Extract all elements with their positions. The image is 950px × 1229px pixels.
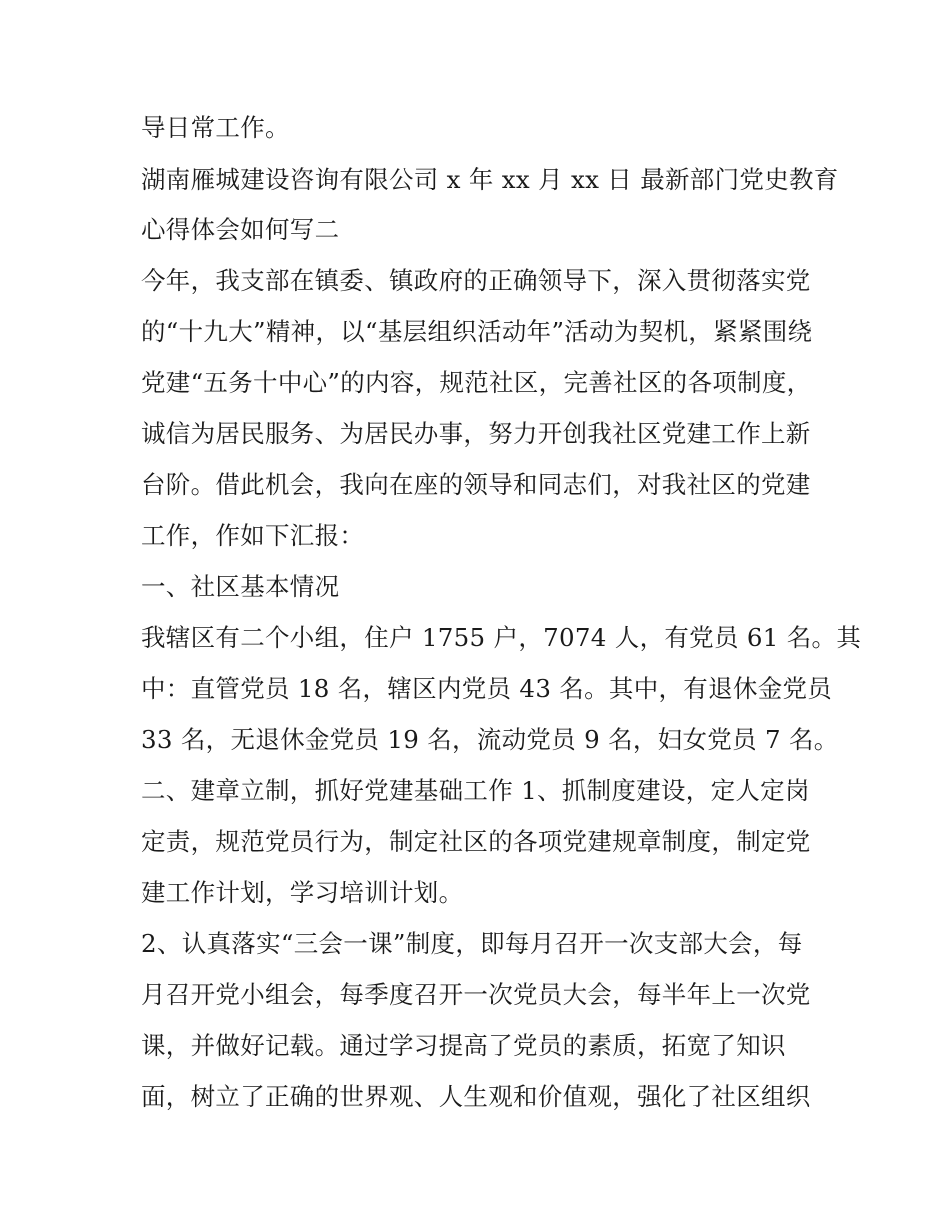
- text-line: 33 名，无退休金党员 19 名，流动党员 9 名，妇女党员 7 名。: [141, 725, 839, 754]
- text-line: 导日常工作。: [141, 113, 290, 142]
- text-line: 今年，我支部在镇委、镇政府的正确领导下，深入贯彻落实党: [141, 266, 811, 295]
- text-line: 我辖区有二个小组，住户 1755 户，7074 人，有党员 61 名。其: [141, 623, 862, 652]
- text-line: 心得体会如何写二: [141, 215, 340, 244]
- text-line: 党建“五务十中心”的内容，规范社区，完善社区的各项制度，: [141, 368, 812, 397]
- text-line: 建工作计划，学习培训计划。: [141, 878, 464, 907]
- text-line: 诚信为居民服务、为居民办事，努力开创我社区党建工作上新: [141, 419, 811, 448]
- text-line: 定责，规范党员行为，制定社区的各项党建规章制度，制定党: [141, 827, 811, 856]
- text-line: 湖南雁城建设咨询有限公司 x 年 xx 月 xx 日 最新部门党史教育: [141, 165, 839, 194]
- text-line: 中：直管党员 18 名，辖区内党员 43 名。其中，有退休金党员: [141, 674, 833, 703]
- text-line: 课，并做好记载。通过学习提高了党员的素质，拓宽了知识: [141, 1031, 786, 1060]
- text-line: 月召开党小组会，每季度召开一次党员大会，每半年上一次党: [141, 980, 811, 1009]
- text-line: 2、认真落实“三会一课”制度，即每月召开一次支部大会，每: [141, 929, 803, 958]
- text-line: 工作，作如下汇报：: [141, 521, 365, 550]
- section-heading: 一、社区基本情况: [141, 572, 340, 601]
- text-line: 的“十九大”精神，以“基层组织活动年”活动为契机，紧紧围绕: [141, 317, 813, 346]
- text-line: 台阶。借此机会，我向在座的领导和同志们，对我社区的党建: [141, 470, 811, 499]
- text-line: 二、建章立制，抓好党建基础工作 1、抓制度建设，定人定岗: [141, 776, 810, 805]
- text-line: 面，树立了正确的世界观、人生观和价值观，强化了社区组织: [141, 1082, 811, 1111]
